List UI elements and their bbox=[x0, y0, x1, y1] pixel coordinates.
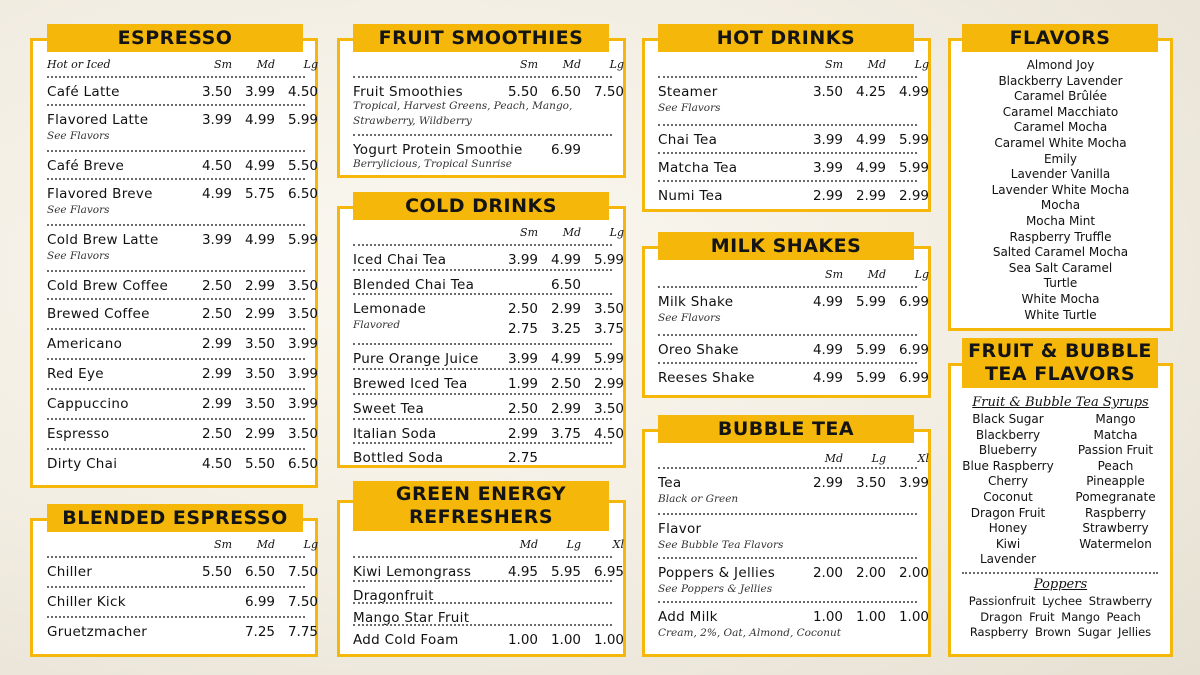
item-price: 4.99 bbox=[898, 84, 929, 100]
menu-item bbox=[353, 602, 612, 624]
flavor-item: White Turtle bbox=[1024, 307, 1097, 322]
item-price: 2.75 bbox=[507, 450, 538, 466]
menu-item bbox=[353, 134, 612, 174]
item-price: 2.99 bbox=[244, 306, 275, 322]
green-header-line-2: REFRESHERS bbox=[408, 506, 554, 528]
item-price: 4.99 bbox=[244, 112, 275, 128]
item-price: 5.50 bbox=[201, 564, 232, 580]
item-price: 3.50 bbox=[287, 306, 318, 322]
fruit-bubble-header bbox=[962, 338, 1158, 388]
item-name: Cold Brew Latte bbox=[47, 232, 159, 248]
item-price: 3.50 bbox=[593, 301, 624, 317]
item-name: Kiwi Lemongrass bbox=[353, 564, 472, 580]
flavor-item: Caramel Brûlée bbox=[1013, 89, 1108, 104]
item-name: Café Breve bbox=[47, 158, 125, 174]
item-price: 6.50 bbox=[550, 277, 581, 293]
item-price: 2.99 bbox=[201, 366, 232, 382]
menu-item bbox=[353, 244, 624, 269]
item-price: 5.99 bbox=[855, 370, 886, 386]
column-0: Md bbox=[824, 452, 843, 465]
flavor-item: White Mocha bbox=[1021, 291, 1100, 306]
column-0: Sm bbox=[520, 58, 538, 71]
column-header bbox=[47, 538, 318, 552]
item-price: 6.95 bbox=[593, 564, 624, 580]
item-price: 3.99 bbox=[244, 84, 275, 100]
item-name: Cappuccino bbox=[47, 396, 129, 412]
item-name: Dragonfruit bbox=[353, 588, 434, 604]
syrup-item: Pomegranate bbox=[1075, 489, 1156, 504]
menu-item bbox=[658, 601, 929, 647]
column-1: Md bbox=[256, 58, 275, 71]
item-price: 4.95 bbox=[507, 564, 538, 580]
syrup-item: Passion Fruit bbox=[1077, 443, 1154, 458]
item-price: 3.75 bbox=[593, 321, 624, 337]
item-description: See Flavors bbox=[47, 250, 110, 262]
item-price: 4.99 bbox=[201, 186, 232, 202]
item-description: See Bubble Tea Flavors bbox=[658, 539, 784, 551]
item-price: 5.99 bbox=[287, 112, 318, 128]
item-price: 4.50 bbox=[287, 84, 318, 100]
column-label: Hot or Iced bbox=[47, 58, 111, 71]
item-price: 2.99 bbox=[507, 426, 538, 442]
item-price: 3.50 bbox=[855, 475, 886, 491]
item-price: 2.99 bbox=[201, 396, 232, 412]
item-price: 7.25 bbox=[244, 624, 275, 640]
item-price: 4.99 bbox=[550, 351, 581, 367]
item-name: Flavor bbox=[658, 521, 702, 537]
column-header bbox=[353, 538, 624, 552]
green-header bbox=[353, 481, 609, 531]
item-name: Lemonade bbox=[353, 301, 427, 317]
flavor-item: Almond Joy bbox=[1026, 58, 1095, 72]
item-price: 4.50 bbox=[201, 158, 232, 174]
column-1: Md bbox=[562, 226, 581, 239]
item-price: 2.99 bbox=[201, 336, 232, 352]
item-price: 2.99 bbox=[812, 188, 843, 204]
item-price: 5.50 bbox=[287, 158, 318, 174]
item-price: 3.99 bbox=[201, 232, 232, 248]
item-description: Berrylicious, Tropical Sunrise bbox=[353, 158, 512, 170]
menu-item bbox=[658, 152, 929, 180]
item-price: 5.99 bbox=[855, 294, 886, 310]
item-description: See Flavors bbox=[658, 312, 721, 324]
item-price: 4.50 bbox=[593, 426, 624, 442]
column-0: Sm bbox=[214, 58, 232, 71]
popper-row: Raspberry Brown Sugar Jellies bbox=[969, 625, 1152, 639]
syrup-item: Blackberry bbox=[975, 427, 1041, 442]
column-0: Sm bbox=[825, 268, 843, 281]
flavor-item: Salted Caramel Mocha bbox=[992, 245, 1129, 260]
item-name: Red Eye bbox=[47, 366, 104, 382]
column-2: Lg bbox=[609, 226, 624, 239]
item-name: Milk Shake bbox=[658, 294, 734, 310]
item-price: 5.50 bbox=[244, 456, 275, 472]
item-price: 3.50 bbox=[244, 396, 275, 412]
column-2: Xl bbox=[917, 452, 929, 465]
item-price: 6.99 bbox=[898, 342, 929, 358]
menu-item bbox=[658, 362, 929, 390]
item-price: 3.50 bbox=[244, 336, 275, 352]
item-price: 1.00 bbox=[550, 632, 581, 648]
item-name: Flavored Breve bbox=[47, 186, 153, 202]
item-description: Strawberry, Wildberry bbox=[353, 115, 472, 127]
item-description: Black or Green bbox=[658, 493, 739, 505]
item-price: 2.50 bbox=[507, 401, 538, 417]
menu-item bbox=[47, 76, 318, 104]
menu-item bbox=[658, 513, 917, 557]
item-description: See Poppers & Jellies bbox=[658, 583, 773, 595]
flavors-header: FLAVORS bbox=[962, 24, 1158, 52]
item-price: 4.99 bbox=[855, 160, 886, 176]
item-price: 3.99 bbox=[287, 366, 318, 382]
bubble-header: BUBBLE TEA bbox=[658, 415, 914, 443]
item-price: 3.50 bbox=[812, 84, 843, 100]
item-price: 4.99 bbox=[812, 370, 843, 386]
item-name: Add Milk bbox=[658, 609, 718, 625]
item-name: Italian Soda bbox=[353, 426, 437, 442]
item-price: 2.99 bbox=[550, 301, 581, 317]
item-name: Flavored Latte bbox=[47, 112, 149, 128]
item-price: 4.99 bbox=[244, 158, 275, 174]
item-price: 3.50 bbox=[593, 401, 624, 417]
item-name: Chiller Kick bbox=[47, 594, 126, 610]
espresso-header: ESPRESSO bbox=[47, 24, 303, 52]
column-1: Lg bbox=[871, 452, 886, 465]
flavor-item: Raspberry Truffle bbox=[1009, 229, 1112, 244]
item-name: Brewed Iced Tea bbox=[353, 376, 468, 392]
item-name: Numi Tea bbox=[658, 188, 723, 204]
column-header bbox=[658, 58, 929, 72]
menu-item bbox=[658, 334, 929, 362]
flavor-item: Mocha Mint bbox=[1025, 213, 1096, 228]
flavor-item: Lavender White Mocha bbox=[991, 182, 1130, 197]
menu-item bbox=[353, 293, 624, 343]
item-name: Steamer bbox=[658, 84, 718, 100]
item-price: 4.99 bbox=[244, 232, 275, 248]
poppers-title: Poppers bbox=[1033, 577, 1088, 592]
column-0: Sm bbox=[825, 58, 843, 71]
item-name: Fruit Smoothies bbox=[353, 84, 463, 100]
item-price: 4.99 bbox=[855, 132, 886, 148]
column-header bbox=[658, 268, 929, 282]
item-name: Sweet Tea bbox=[353, 401, 425, 417]
fruit-bubble-header-line-1: FRUIT & BUBBLE bbox=[968, 340, 1152, 362]
item-name: Blended Chai Tea bbox=[353, 277, 475, 293]
menu-item bbox=[353, 269, 612, 293]
menu-item bbox=[353, 442, 612, 467]
menu-item bbox=[47, 178, 318, 224]
flavor-item: Turtle bbox=[1043, 276, 1078, 291]
item-price: 4.99 bbox=[812, 294, 843, 310]
item-price: 3.99 bbox=[507, 252, 538, 268]
syrup-item: Strawberry bbox=[1082, 521, 1149, 536]
item-price: 2.99 bbox=[593, 376, 624, 392]
item-name: Brewed Coffee bbox=[47, 306, 150, 322]
column-0: Md bbox=[519, 538, 538, 551]
menu-item bbox=[47, 298, 318, 328]
column-1: Md bbox=[256, 538, 275, 551]
menu-item bbox=[47, 448, 318, 478]
item-description: Flavored bbox=[353, 319, 401, 331]
item-price: 2.50 bbox=[507, 301, 538, 317]
item-price: 6.99 bbox=[898, 294, 929, 310]
item-description: See Flavors bbox=[47, 130, 110, 142]
item-price: 3.99 bbox=[898, 475, 929, 491]
item-price: 6.50 bbox=[550, 84, 581, 100]
item-price: 1.00 bbox=[507, 632, 538, 648]
item-price: 5.99 bbox=[855, 342, 886, 358]
item-price: 7.50 bbox=[287, 564, 318, 580]
flavor-item: Sea Salt Caramel bbox=[1008, 260, 1113, 275]
item-name: Espresso bbox=[47, 426, 110, 442]
green-header-line-1: GREEN ENERGY bbox=[395, 483, 567, 505]
syrup-item: Raspberry bbox=[1084, 505, 1147, 520]
column-2: Lg bbox=[914, 58, 929, 71]
item-name: Pure Orange Juice bbox=[353, 351, 479, 367]
column-2: Lg bbox=[609, 58, 624, 71]
item-price: 3.99 bbox=[287, 396, 318, 412]
column-0: Sm bbox=[214, 538, 232, 551]
column-2: Xl bbox=[612, 538, 624, 551]
flavor-item: Mocha bbox=[1040, 198, 1081, 213]
item-name: Mango Star Fruit bbox=[353, 610, 470, 626]
smoothies-header: FRUIT SMOOTHIES bbox=[353, 24, 609, 52]
item-price: 2.00 bbox=[855, 565, 886, 581]
item-price: 6.99 bbox=[550, 142, 581, 158]
item-price: 6.99 bbox=[898, 370, 929, 386]
item-name: Bottled Soda bbox=[353, 450, 444, 466]
flavor-item: Lavender Vanilla bbox=[1010, 167, 1111, 182]
menu-item bbox=[353, 393, 624, 418]
item-price: 1.00 bbox=[812, 609, 843, 625]
menu-item bbox=[658, 286, 929, 334]
item-price: 5.99 bbox=[898, 160, 929, 176]
item-price: 2.99 bbox=[244, 278, 275, 294]
syrup-item: Dragon Fruit bbox=[970, 505, 1046, 520]
item-price: 2.50 bbox=[201, 278, 232, 294]
item-price: 3.50 bbox=[287, 426, 318, 442]
item-price: 2.50 bbox=[201, 426, 232, 442]
item-price: 3.25 bbox=[550, 321, 581, 337]
item-price: 1.99 bbox=[507, 376, 538, 392]
column-0: Sm bbox=[520, 226, 538, 239]
menu-item bbox=[353, 343, 624, 368]
column-2: Lg bbox=[303, 58, 318, 71]
item-price: 3.50 bbox=[201, 84, 232, 100]
column-header bbox=[658, 452, 929, 466]
item-price: 2.99 bbox=[244, 426, 275, 442]
item-price: 3.75 bbox=[550, 426, 581, 442]
item-price: 3.99 bbox=[812, 160, 843, 176]
item-name: Chiller bbox=[47, 564, 93, 580]
column-header bbox=[47, 58, 318, 72]
syrup-item: Black Sugar bbox=[972, 412, 1044, 426]
column-1: Md bbox=[867, 58, 886, 71]
item-price: 2.99 bbox=[855, 188, 886, 204]
item-price: 6.50 bbox=[287, 456, 318, 472]
menu-item bbox=[658, 467, 929, 513]
menu-item bbox=[47, 358, 318, 388]
item-price: 2.00 bbox=[898, 565, 929, 581]
item-price: 5.95 bbox=[550, 564, 581, 580]
column-1: Md bbox=[562, 58, 581, 71]
menu-item bbox=[47, 224, 318, 270]
item-price: 4.99 bbox=[550, 252, 581, 268]
syrup-item: Blueberry bbox=[978, 443, 1038, 458]
poppers-divider bbox=[962, 572, 1158, 574]
item-price: 5.99 bbox=[593, 252, 624, 268]
item-name: Gruetzmacher bbox=[47, 624, 148, 640]
item-name: Oreo Shake bbox=[658, 342, 739, 358]
item-name: Add Cold Foam bbox=[353, 632, 459, 648]
menu-item bbox=[47, 616, 318, 646]
syrup-item: Honey bbox=[988, 521, 1028, 536]
item-price: 3.50 bbox=[287, 278, 318, 294]
flavor-item: Blackberry Lavender bbox=[998, 73, 1123, 88]
item-price: 2.00 bbox=[812, 565, 843, 581]
item-price: 2.99 bbox=[812, 475, 843, 491]
item-description: Tropical, Harvest Greens, Peach, Mango, bbox=[353, 100, 573, 112]
item-description: Cream, 2%, Oat, Almond, Coconut bbox=[658, 627, 841, 639]
hot-header: HOT DRINKS bbox=[658, 24, 914, 52]
item-price: 6.99 bbox=[244, 594, 275, 610]
menu-item bbox=[47, 388, 318, 418]
flavors-list bbox=[950, 58, 1171, 323]
syrups-column-1 bbox=[953, 412, 1063, 568]
blended-header: BLENDED ESPRESSO bbox=[47, 504, 303, 532]
item-price: 2.50 bbox=[201, 306, 232, 322]
item-price: 5.99 bbox=[593, 351, 624, 367]
syrup-item: Matcha bbox=[1093, 427, 1138, 442]
shakes-header: MILK SHAKES bbox=[658, 232, 914, 260]
fruit-bubble-header-line-2: TEA FLAVORS bbox=[984, 363, 1136, 385]
syrup-item: Pineapple bbox=[1086, 474, 1145, 489]
item-price: 5.50 bbox=[507, 84, 538, 100]
menu-item bbox=[658, 76, 929, 124]
item-price: 4.50 bbox=[201, 456, 232, 472]
syrup-item: Cherry bbox=[987, 474, 1029, 489]
column-2: Lg bbox=[303, 538, 318, 551]
syrup-item: Lavender bbox=[979, 552, 1037, 567]
item-description: See Flavors bbox=[658, 102, 721, 114]
item-price: 5.99 bbox=[287, 232, 318, 248]
item-price: 7.50 bbox=[593, 84, 624, 100]
syrup-item: Coconut bbox=[983, 489, 1033, 504]
item-description: See Flavors bbox=[47, 204, 110, 216]
item-price: 7.50 bbox=[287, 594, 318, 610]
column-1: Md bbox=[867, 268, 886, 281]
menu-item bbox=[47, 104, 318, 150]
flavor-item: Emily bbox=[1043, 151, 1078, 166]
menu-item bbox=[47, 556, 318, 586]
item-price: 1.00 bbox=[855, 609, 886, 625]
item-name: Tea bbox=[658, 475, 682, 491]
menu-item bbox=[353, 368, 624, 393]
column-2: Lg bbox=[914, 268, 929, 281]
syrups-title: Fruit & Bubble Tea Syrups bbox=[972, 395, 1149, 410]
syrups-column-2 bbox=[1063, 412, 1168, 552]
item-price: 6.50 bbox=[244, 564, 275, 580]
cold-header: COLD DRINKS bbox=[353, 192, 609, 220]
menu-item bbox=[353, 624, 624, 650]
item-price: 2.99 bbox=[898, 188, 929, 204]
menu-item bbox=[47, 150, 318, 178]
item-price: 2.50 bbox=[550, 376, 581, 392]
item-name: Café Latte bbox=[47, 84, 120, 100]
column-header bbox=[353, 226, 624, 240]
column-1: Lg bbox=[566, 538, 581, 551]
menu-item bbox=[658, 180, 929, 208]
item-price: 6.50 bbox=[287, 186, 318, 202]
item-price: 3.99 bbox=[812, 132, 843, 148]
popper-row: Passionfruit Lychee Strawberry bbox=[968, 594, 1153, 608]
item-price: 1.00 bbox=[898, 609, 929, 625]
item-name: Matcha Tea bbox=[658, 160, 738, 176]
column-header bbox=[353, 58, 624, 72]
item-price: 5.75 bbox=[244, 186, 275, 202]
item-name: Americano bbox=[47, 336, 123, 352]
menu-item bbox=[658, 124, 929, 152]
item-price: 2.99 bbox=[550, 401, 581, 417]
menu-item bbox=[353, 556, 624, 580]
menu-item bbox=[47, 418, 318, 448]
syrup-item: Watermelon bbox=[1079, 536, 1152, 551]
item-name: Iced Chai Tea bbox=[353, 252, 447, 268]
syrup-item: Mango bbox=[1095, 412, 1136, 426]
flavor-item: Caramel Mocha bbox=[1013, 120, 1108, 135]
item-name: Dirty Chai bbox=[47, 456, 118, 472]
syrup-item: Kiwi bbox=[995, 536, 1021, 551]
item-name: Chai Tea bbox=[658, 132, 718, 148]
menu-item bbox=[47, 586, 318, 616]
flavor-item: Caramel Macchiato bbox=[1002, 104, 1119, 119]
menu-item bbox=[47, 328, 318, 358]
item-price: 3.50 bbox=[244, 366, 275, 382]
item-price: 4.99 bbox=[812, 342, 843, 358]
item-price: 3.99 bbox=[507, 351, 538, 367]
item-name: Poppers & Jellies bbox=[658, 565, 776, 581]
item-price: 4.25 bbox=[855, 84, 886, 100]
popper-row: Dragon Fruit Mango Peach bbox=[980, 609, 1141, 624]
syrup-item: Peach bbox=[1097, 458, 1134, 473]
item-name: Yogurt Protein Smoothie bbox=[353, 142, 523, 158]
item-price: 2.75 bbox=[507, 321, 538, 337]
item-price: 3.99 bbox=[201, 112, 232, 128]
menu-item bbox=[353, 418, 624, 442]
item-price: 7.75 bbox=[287, 624, 318, 640]
flavor-item: Caramel White Mocha bbox=[994, 135, 1127, 150]
item-name: Cold Brew Coffee bbox=[47, 278, 169, 294]
menu-item bbox=[353, 76, 624, 134]
item-price: 1.00 bbox=[593, 632, 624, 648]
menu-item bbox=[658, 557, 929, 601]
syrup-item: Blue Raspberry bbox=[962, 458, 1054, 473]
item-name: Reeses Shake bbox=[658, 370, 755, 386]
menu-item bbox=[47, 270, 318, 298]
menu-item bbox=[353, 580, 612, 602]
item-price: 5.99 bbox=[898, 132, 929, 148]
item-price: 3.99 bbox=[287, 336, 318, 352]
